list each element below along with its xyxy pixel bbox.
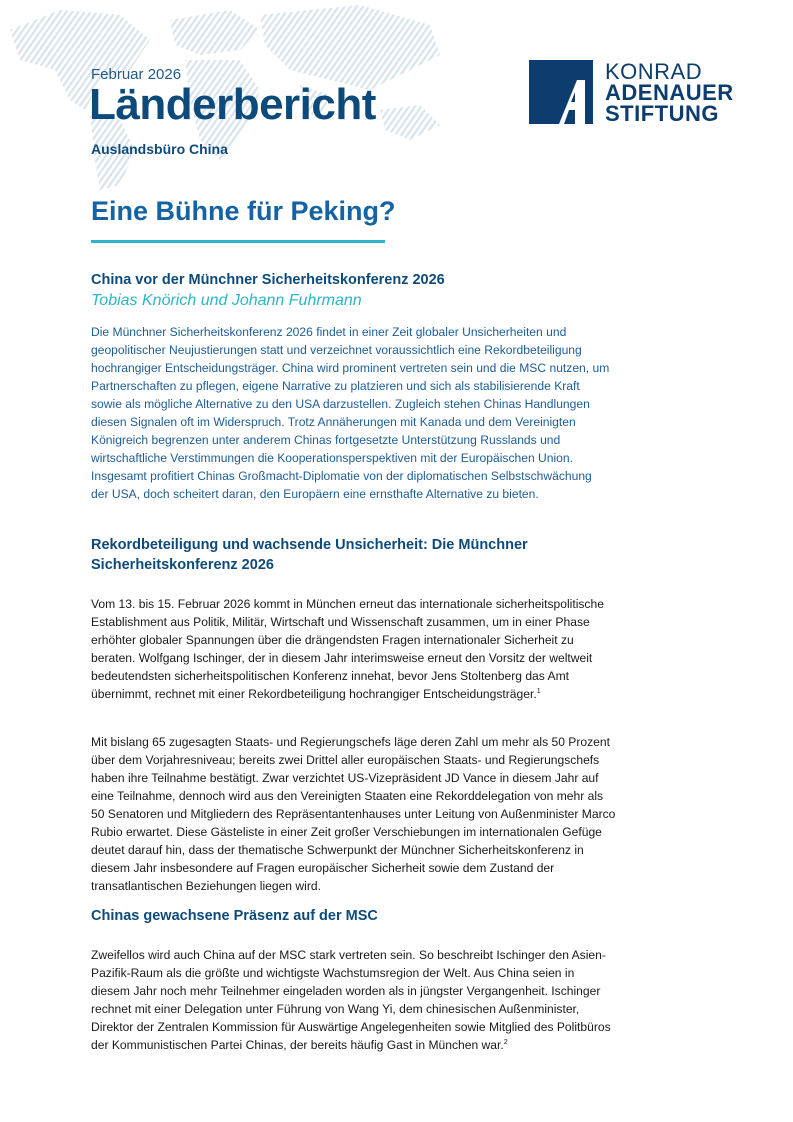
main-title: Eine Bühne für Peking?	[91, 196, 396, 226]
section-heading-china-presence: Chinas gewachsene Präsenz auf der MSC	[91, 908, 378, 924]
section1-paragraph-1	[91, 595, 616, 703]
kas-logo	[529, 60, 739, 126]
logo-line-konrad: KONRAD	[605, 59, 703, 84]
report-type-title: Länderbericht	[89, 80, 376, 129]
office-name: Auslandsbüro China	[91, 141, 228, 157]
kas-logo-mark-icon	[529, 60, 593, 124]
logo-line-stiftung: STIFTUNG	[605, 101, 719, 126]
subtitle: China vor der Münchner Sicherheitskonferenz 2026	[91, 272, 445, 288]
report-date: Februar 2026	[91, 66, 182, 83]
authors: Tobias Knörich und Johann Fuhrmann	[91, 292, 362, 309]
footnote-ref-2[interactable]: 2	[503, 1038, 508, 1046]
section1-paragraph-2: Mit bislang 65 zugesagten Staats- und Regierungschefs läge deren Zahl um mehr als 50 Prozent über dem Vorjahresniveau; bereits zwei Drittel aller europäischen Staats- und Regierungschefs haben ihre Teilnahme bestätigt. Zwar verzichtet US-Vizepräsident JD Vance in diesem Jahr auf eine Teilnahme, dennoch wird aus den Vereinigten Staaten eine Rekorddelegation von mehr als 50 Senatoren und Mitgliedern des Repräsentantenhauses unter Leitung von Außenminister Marco Rubio erwartet. Diese Gästeliste in einer Zeit großer Verschiebungen im internationalen Gefüge deutet darauf hin, dass der thematische Schwerpunkt der Münchner Sicherheitskonferenz in diesem Jahr insbesondere auf Fragen europäischer Sicherheit sowie dem Zustand der transatlantischen Beziehungen liegen wird.	[91, 735, 616, 893]
logo-line-adenauer: ADENAUER	[605, 80, 734, 105]
title-underline	[91, 240, 385, 243]
section-heading-record-participation: Rekordbeteiligung und wachsende Unsicherheit: Die Münchner Sicherheitskonferenz 2026	[91, 537, 528, 573]
kas-logo-wordmark	[605, 61, 734, 124]
section2-paragraph-1	[91, 946, 616, 1054]
abstract: Die Münchner Sicherheitskonferenz 2026 findet in einer Zeit globaler Unsicherheiten und geopolitischer Neujustierungen statt und verzeichnet voraussichtlich eine Rekordbeteiligung hochrangiger Entscheidungsträger. China wird prominent vertreten sein und die MSC nutzen, um Partnerschaften zu pflegen, eigene Narrative zu platzieren und sich als stabilisierende Kraft sowie als mögliche Alternative zu den USA darzustellen. Zugleich stehen Chinas Handlungen diesen Signalen oft im Widerspruch. Trotz Annäherungen mit Kanada und dem Vereinigten Königreich begrenzen unter anderem Chinas fortgesetzte Unterstützung Russlands und wirtschaftliche Verstimmungen die Kooperationsperspektiven mit der Europäischen Union. Insgesamt profitiert Chinas Großmacht-Diplomatie von der diplomatischen Selbstschwächung der USA, doch scheitert daran, den Europäern eine ernsthafte Alternative zu bieten.	[91, 325, 610, 501]
footnote-ref-1[interactable]: 1	[536, 687, 541, 695]
section2-paragraph-1-text: Zweifellos wird auch China auf der MSC stark vertreten sein. So beschreibt Ischinger den Asien-Pazifik-Raum als die größte und wichtigste Wachstumsregion der Welt. Aus China seien in diesem Jahr noch mehr Teilnehmer eingeladen worden als in jüngster Vergangenheit. Ischinger rechnet mit einer Delegation unter Führung von Wang Yi, dem chinesischen Außenminister, Direktor der Zentralen Kommission für Auswärtige Angelegenheiten sowie Mitglied des Politbüros der Kommunistischen Partei Chinas, der bereits häufig Gast in München war.	[91, 948, 611, 1052]
section1-paragraph-1-text: Vom 13. bis 15. Februar 2026 kommt in München erneut das internationale sicherheitspolitische Establishment aus Politik, Militär, Wirtschaft und Wissenschaft zusammen, um in einer Phase erhöhter globaler Spannungen über die drängendsten Fragen internationaler Sicherheit zu beraten. Wolfgang Ischinger, der in diesem Jahr interimsweise erneut den Vorsitz der weltweit bedeutendsten sicherheitspolitischen Konferenz innehat, bevor Jens Stoltenberg das Amt übernimmt, rechnet mit einer Rekordbeteiligung hochrangiger Entscheidungsträger.	[91, 597, 604, 701]
